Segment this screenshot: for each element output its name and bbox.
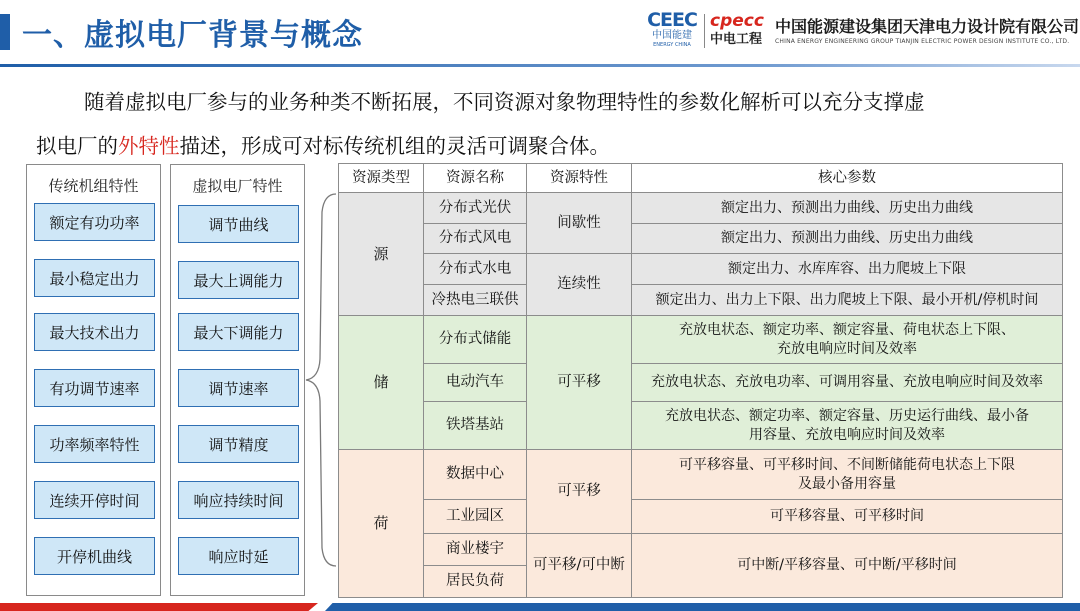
resource-name: 分布式风电 [424,224,527,254]
virtual-plant-item: 调节曲线 [178,205,299,243]
resource-name: 电动汽车 [424,364,527,402]
core-params: 充放电状态、充放电功率、可调用容量、充放电响应时间及效率 [632,364,1063,402]
category-source: 源 [339,193,424,316]
virtual-plant-item: 调节精度 [178,425,299,463]
traditional-unit-item: 功率频率特性 [34,425,155,463]
virtual-plant-title: 虚拟电厂特性 [192,177,283,195]
ceec-logo-en: ENERGY CHINA [653,42,691,48]
cpecc-logo-cn: 中电工程 [710,32,763,47]
core-params: 额定出力、预测出力曲线、历史出力曲线 [632,224,1063,254]
traditional-unit-panel [26,164,161,596]
resource-trait: 可平移 [527,450,632,534]
header-resource-name: 资源名称 [424,164,527,193]
table-row [339,254,1063,285]
resource-name: 商业楼宇 [424,534,527,566]
resource-name: 分布式水电 [424,254,527,285]
resource-trait: 可平移/可中断 [527,534,632,598]
virtual-plant-item: 最大下调能力 [178,313,299,351]
traditional-unit-item: 连续开停时间 [34,481,155,519]
intro-line-1: 随着虚拟电厂参与的业务种类不断拓展，不同资源对象物理特性的参数化解析可以充分支撑虚 [84,90,925,114]
traditional-unit-title: 传统机组特性 [48,177,139,195]
table-row [339,450,1063,500]
ceec-logo-mark: CEEC [647,9,697,31]
core-params [632,402,1063,450]
resource-name: 工业园区 [424,500,527,534]
core-params-line: 用容量、充放电响应时间及效率 [749,426,945,443]
resource-name: 铁塔基站 [424,402,527,450]
title-accent-bar [0,14,10,50]
intro-line-2-start: 拟电厂的 [36,134,118,158]
virtual-plant-panel [170,164,305,596]
core-params: 可中断/平移容量、可中断/平移时间 [632,534,1063,598]
traditional-unit-item: 额定有功功率 [34,203,155,241]
cpecc-logo-mark: cpecc [710,11,764,31]
table-row [339,364,1063,402]
core-params: 额定出力、水库库容、出力爬坡上下限 [632,254,1063,285]
resource-trait: 连续性 [527,254,632,316]
category-storage: 储 [339,316,424,450]
cpecc-logo [710,10,770,54]
virtual-plant-item: 响应持续时间 [178,481,299,519]
core-params-line: 充放电响应时间及效率 [777,340,917,357]
resource-trait: 可平移 [527,316,632,450]
intro-line-2 [36,124,1066,168]
footer-blue-bar [325,603,1080,611]
core-params: 可平移容量、可平移时间 [632,500,1063,534]
intro-paragraph [36,80,1066,168]
resource-name: 冷热电三联供 [424,285,527,316]
resource-trait: 间歇性 [527,193,632,254]
virtual-plant-item: 最大上调能力 [178,261,299,299]
table-row [339,316,1063,364]
table-row [339,500,1063,534]
resource-name: 分布式储能 [424,316,527,364]
resource-name: 分布式光伏 [424,193,527,224]
traditional-unit-item: 开停机曲线 [34,537,155,575]
curly-brace-icon [300,164,340,596]
table-header-row [339,164,1063,193]
page-title: 一、虚拟电厂背景与概念 [22,18,363,53]
core-params [632,316,1063,364]
traditional-unit-item: 最大技术出力 [34,313,155,351]
header-resource-trait: 资源特性 [527,164,632,193]
resource-name: 居民负荷 [424,566,527,598]
intro-line-2-end: 描述，形成可对标传统机组的灵活可调聚合体。 [179,134,610,158]
traditional-unit-item: 有功调节速率 [34,369,155,407]
table-row [339,402,1063,450]
category-load: 荷 [339,450,424,598]
resource-name: 数据中心 [424,450,527,500]
header-core-params: 核心参数 [632,164,1063,193]
core-params-line: 充放电状态、额定功率、额定容量、历史运行曲线、最小备 [665,407,1029,424]
header-divider [0,64,1080,67]
header-resource-type: 资源类型 [339,164,424,193]
virtual-plant-item: 调节速率 [178,369,299,407]
table-row [339,285,1063,316]
core-params: 额定出力、出力上下限、出力爬坡上下限、最小开机/停机时间 [632,285,1063,316]
logo-separator [704,14,705,48]
company-name-en: CHINA ENERGY ENGINEERING GROUP TIANJIN ELECTRIC POWER DESIGN INSTITUTE CO., LTD. [775,38,1070,45]
traditional-unit-item: 最小稳定出力 [34,259,155,297]
table-row [339,534,1063,566]
core-params: 额定出力、预测出力曲线、历史出力曲线 [632,193,1063,224]
core-params [632,450,1063,500]
core-params-line: 可平移容量、可平移时间、不间断储能荷电状态上下限 [679,456,1015,473]
company-name-cn: 中国能源建设集团天津电力设计院有限公司 [775,17,1080,36]
page-header [0,0,1080,66]
core-params-line: 及最小备用容量 [798,475,896,492]
core-params-line: 充放电状态、额定功率、额定容量、荷电状态上下限、 [679,321,1015,338]
table-row [339,193,1063,224]
table-row [339,224,1063,254]
ceec-logo [642,10,702,54]
resource-parameter-table [338,163,1063,598]
virtual-plant-item: 响应时延 [178,537,299,575]
intro-highlight: 外特性 [118,134,180,158]
footer-red-bar [0,603,318,611]
ceec-logo-cn: 中国能建 [652,30,692,41]
